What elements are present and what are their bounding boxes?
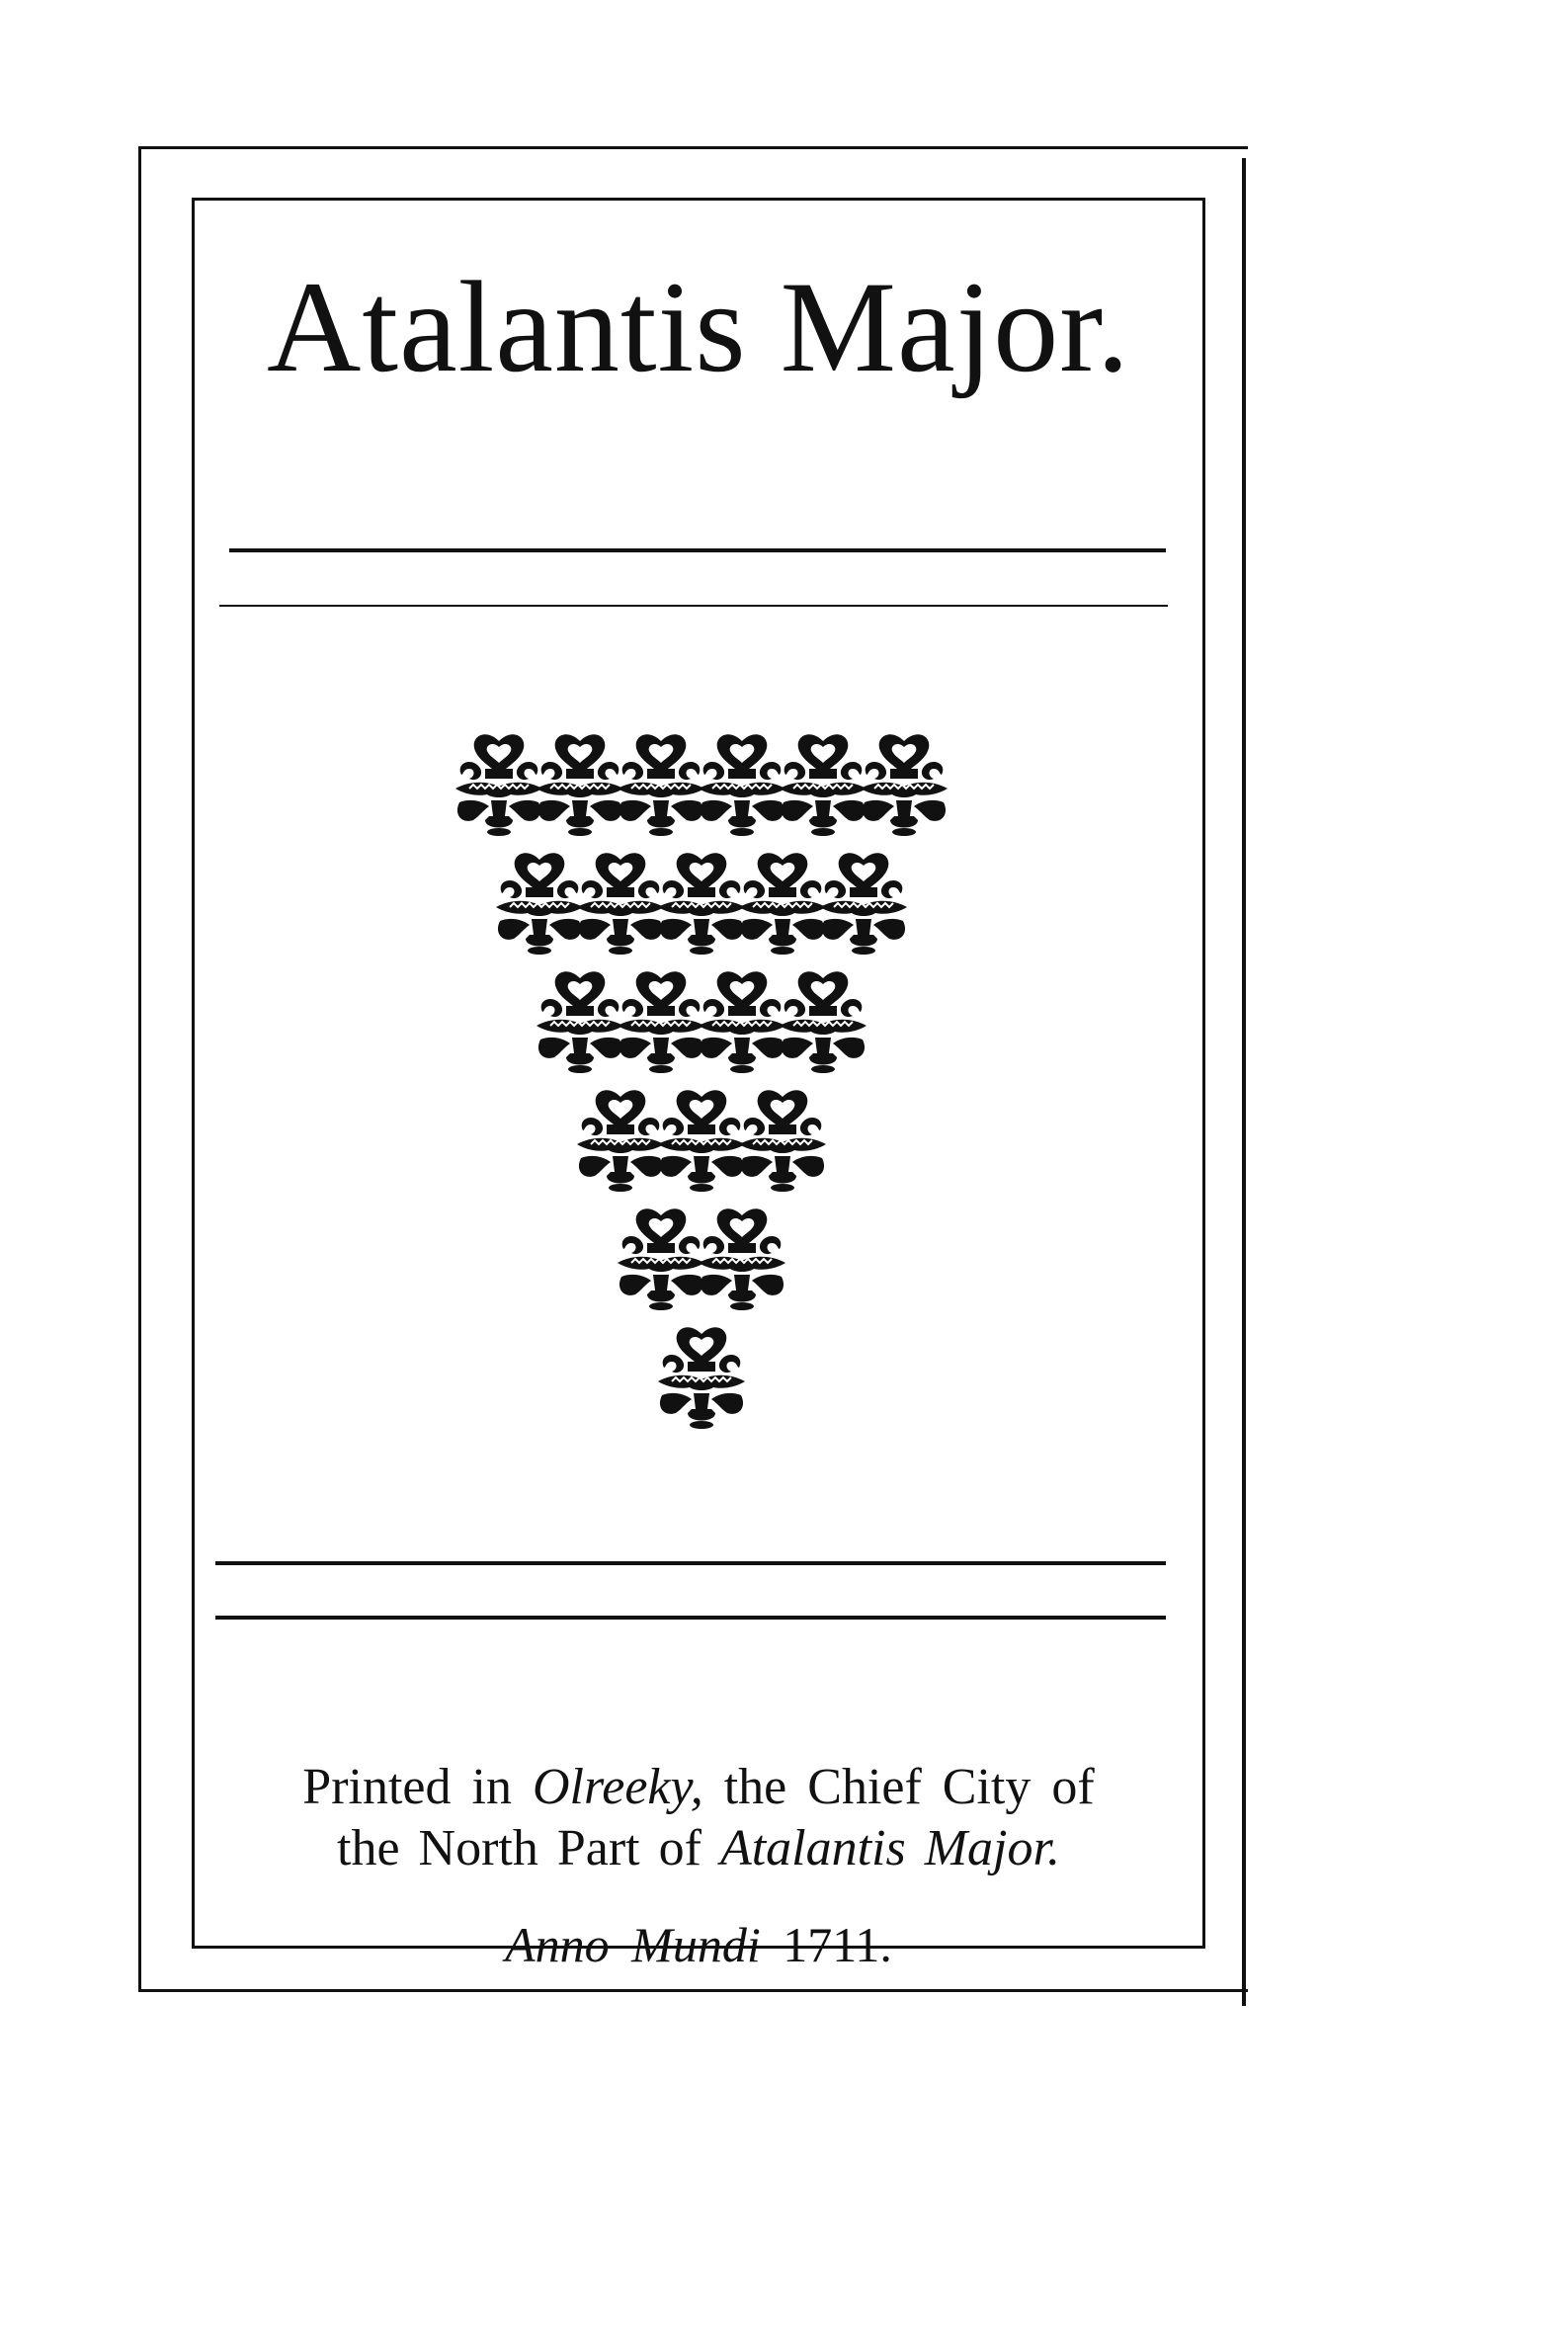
fleuron-row-1-item-5 [780,734,867,836]
fleuron-row-3-item-4 [780,971,867,1073]
fleuron-row-2-item-1 [496,853,583,955]
publication-date [192,1917,1205,1972]
rule-upper-1 [229,548,1166,552]
rule-upper-2 [219,605,1168,607]
anno-mundi-label: Anno Mundi [505,1917,761,1972]
fleuron-row-5-item-1 [618,1208,704,1310]
imprint-line-1 [192,1757,1205,1818]
rule-lower-2 [215,1616,1166,1620]
fleuron-row-2-item-3 [658,853,745,955]
imprint-text: the North Part of [337,1820,720,1876]
fleuron-row-2-item-2 [577,853,664,955]
place-name: Atalantis Major. [719,1820,1060,1876]
imprint [192,1757,1205,1879]
fleuron-row-1-item-4 [699,734,785,836]
imprint-text: Printed in [302,1759,533,1815]
imprint-line-2 [192,1818,1205,1879]
fleuron-row-5-item-2 [699,1208,785,1310]
imprint-text: the Chief City of [702,1759,1095,1815]
fleuron-row-4-item-2 [658,1090,745,1192]
fleuron-row-4-item-1 [577,1090,664,1192]
fleuron-row-3-item-3 [699,971,785,1073]
fleuron-row-1-item-3 [618,734,704,836]
fleuron-row-1-item-6 [861,734,948,836]
fleuron-row-2-item-4 [739,853,826,955]
fleuron-row-3-item-1 [536,971,623,1073]
fleuron-ornament [445,711,958,1443]
outer-border-right [1242,158,1246,2006]
fleuron-row-1-item-2 [536,734,623,836]
fleuron-row-1-item-1 [455,734,542,836]
rule-lower-1 [215,1561,1166,1565]
city-name: Olreeky, [532,1759,703,1815]
fleuron-row-3-item-2 [618,971,704,1073]
fleuron-row-6-item-1 [658,1327,745,1429]
book-title: Atalantis Major. [267,254,1130,399]
fleuron-row-4-item-3 [739,1090,826,1192]
year: 1711. [783,1917,892,1972]
fleuron-row-2-item-5 [820,853,907,955]
